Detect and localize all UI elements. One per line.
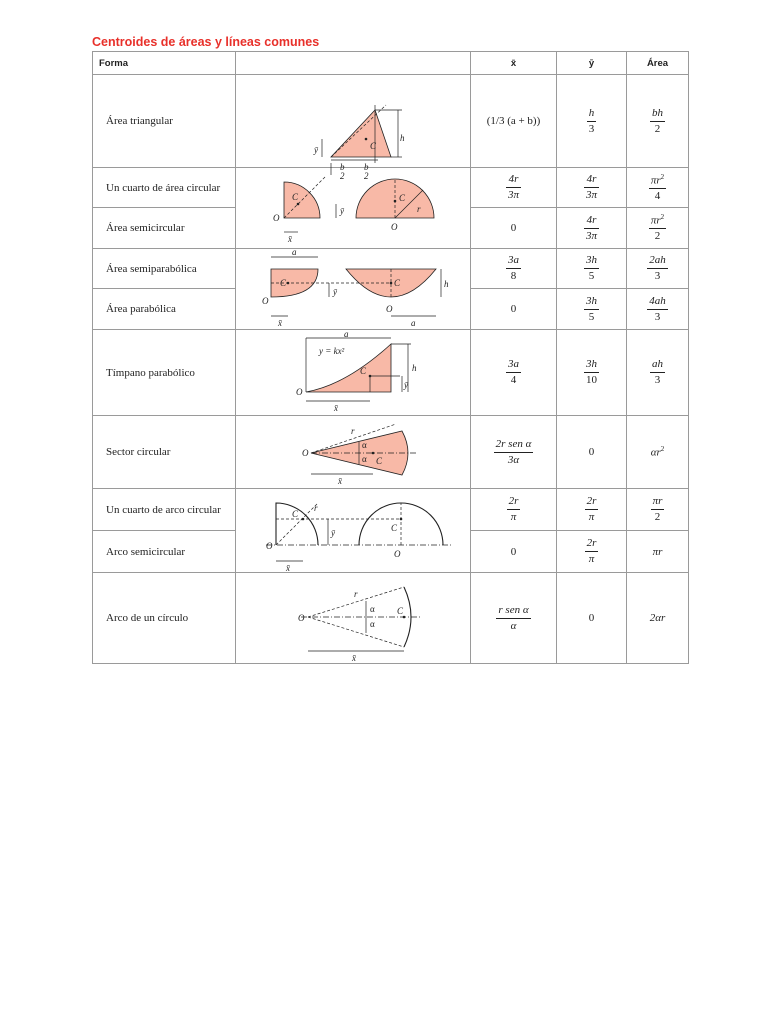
tri-label: b [364,162,369,172]
shape-name: Un cuarto de área circular [93,168,236,208]
figure-label: O [296,387,303,397]
figure-label: a [292,247,297,257]
area-value: $\frac{\pi r}{2}$ [627,489,689,531]
figure-label: x̄ [334,403,338,413]
xbar-value: $\frac{4r}{3\pi}$ [471,168,557,208]
figure-cell [236,416,471,489]
xbar-value: $\frac{2r}{\pi}$ [471,489,557,531]
ybar-value: $\frac{4r}{3\pi}$ [557,168,627,208]
figure-label: O [262,296,269,306]
figure-label: r [354,589,358,599]
figure-label: r [351,426,355,436]
tri-label: C [370,141,377,151]
ybar-value: $\frac{h}{3}$ [557,75,627,168]
xbar-value: (1/3 (a + b)) [471,75,557,168]
arc-of-circle-figure [236,573,471,664]
ybar-value: $\frac{4r}{3\pi}$ [557,208,627,249]
table-row [93,249,689,289]
area-value: $\frac{bh}{2}$ [627,75,689,168]
figure-label: r [314,503,318,513]
figure-cell [236,168,471,249]
figure-cell [236,573,471,664]
area-value: 2αr [627,573,689,664]
figure-cell [236,75,471,181]
shape-name: Área parabólica [93,289,236,330]
figure-cell [236,330,471,416]
table-row [93,416,689,489]
figure-label: O [298,613,305,623]
shape-name: Área semicircular [93,208,236,249]
figure-label: C [292,192,299,202]
xbar-value: $\frac{3a}{8}$ [471,249,557,289]
shape-name: Tímpano parabólico [93,330,236,416]
tri-label: ȳ [314,145,318,155]
xbar-value: $\frac{\text{r sen α}}{\alpha}$ [471,573,557,664]
area-value: πr [627,531,689,573]
figure-cell [236,249,471,330]
tri-label: b [340,162,345,172]
shape-name: Un cuarto de arco circular [93,489,236,531]
figure-label: x̄ [288,234,292,244]
figure-label: α [362,454,367,464]
figure-label: x̄ [278,318,282,328]
header-area: Área [627,52,689,75]
figure-label: y = kx² [319,346,345,356]
area-value: $\frac{\pi r^2}{2}$ [627,208,689,249]
area-value: $\frac{2ah}{3}$ [627,249,689,289]
header-ybar: ȳ [557,52,627,75]
quarter-and-semicircle-area-figure [236,168,471,248]
ybar-value: 0 [557,416,627,489]
figure-label: α [370,619,375,629]
figure-label: C [391,523,398,533]
page-title: Centroides de áreas y líneas comunes [92,35,320,49]
xbar-value: $\frac{\text{2r sen α}}{3\alpha}$ [471,416,557,489]
xbar-value: 0 [471,531,557,573]
tri-label: 2 [364,171,369,181]
figure-label: ȳ [404,380,408,390]
header-row [93,52,689,75]
header-figure [236,52,471,75]
ybar-value: $\frac{2r}{\pi}$ [557,489,627,531]
figure-label: C [376,456,383,466]
figure-label: O [394,549,401,559]
figure-label: O [302,448,309,458]
figure-label: O [266,541,273,551]
ybar-value: 0 [557,573,627,664]
parabolic-spandrel-figure [236,330,471,416]
figure-label: x̄ [286,563,290,573]
ybar-value: $\frac{3h}{5}$ [557,289,627,330]
shape-name: Área triangular [93,75,236,168]
xbar-value: 0 [471,289,557,330]
figure-label: C [292,509,299,519]
ybar-value: $\frac{3h}{5}$ [557,249,627,289]
figure-label: C [360,366,367,376]
figure-label: C [399,193,406,203]
parabolic-area-figure [236,249,471,329]
ybar-value: $\frac{2r}{\pi}$ [557,531,627,573]
figure-label: C [394,278,401,288]
table-row [93,489,689,531]
table-row [93,573,689,664]
figure-label: O [386,304,393,314]
tri-label: h [400,133,405,143]
figure-label: a [344,329,349,339]
ybar-value: $\frac{3h}{10}$ [557,330,627,416]
shape-name: Arco de un círculo [93,573,236,664]
figure-label: a [411,318,416,328]
figure-label: C [397,606,404,616]
figure-label: O [273,213,280,223]
figure-label: ȳ [331,528,335,538]
shape-name: Arco semicircular [93,531,236,573]
shape-name: Sector circular [93,416,236,489]
figure-label: x̄ [352,653,356,663]
circular-arc-figure [236,489,471,573]
figure-label: h [444,279,449,289]
figure-label: ȳ [333,287,337,297]
figure-label: x̄ [338,476,342,486]
xbar-value: 0 [471,208,557,249]
figure-cell [236,489,471,573]
xbar-value: $\frac{3a}{4}$ [471,330,557,416]
area-value: $\frac{ah}{3}$ [627,330,689,416]
header-forma: Forma [93,52,236,75]
area-value: $\frac{4ah}{3}$ [627,289,689,330]
area-value: $\alpha r^2$ [627,416,689,489]
tri-label: 2 [340,171,345,181]
figure-label: r [417,204,421,214]
figure-label: α [362,440,367,450]
area-value: $\frac{\pi r^2}{4}$ [627,168,689,208]
figure-label: ȳ [340,206,344,216]
table-row [93,330,689,416]
header-xbar: x̄ [471,52,557,75]
centroid-table [92,51,689,664]
circular-sector-figure [236,416,471,489]
shape-name: Área semiparabólica [93,249,236,289]
table-row [93,168,689,208]
figure-label: O [391,222,398,232]
figure-label: α [370,604,375,614]
triangular-area-figure [236,75,471,181]
figure-label: C [280,278,287,288]
figure-label: h [412,363,417,373]
table-row [93,75,689,168]
